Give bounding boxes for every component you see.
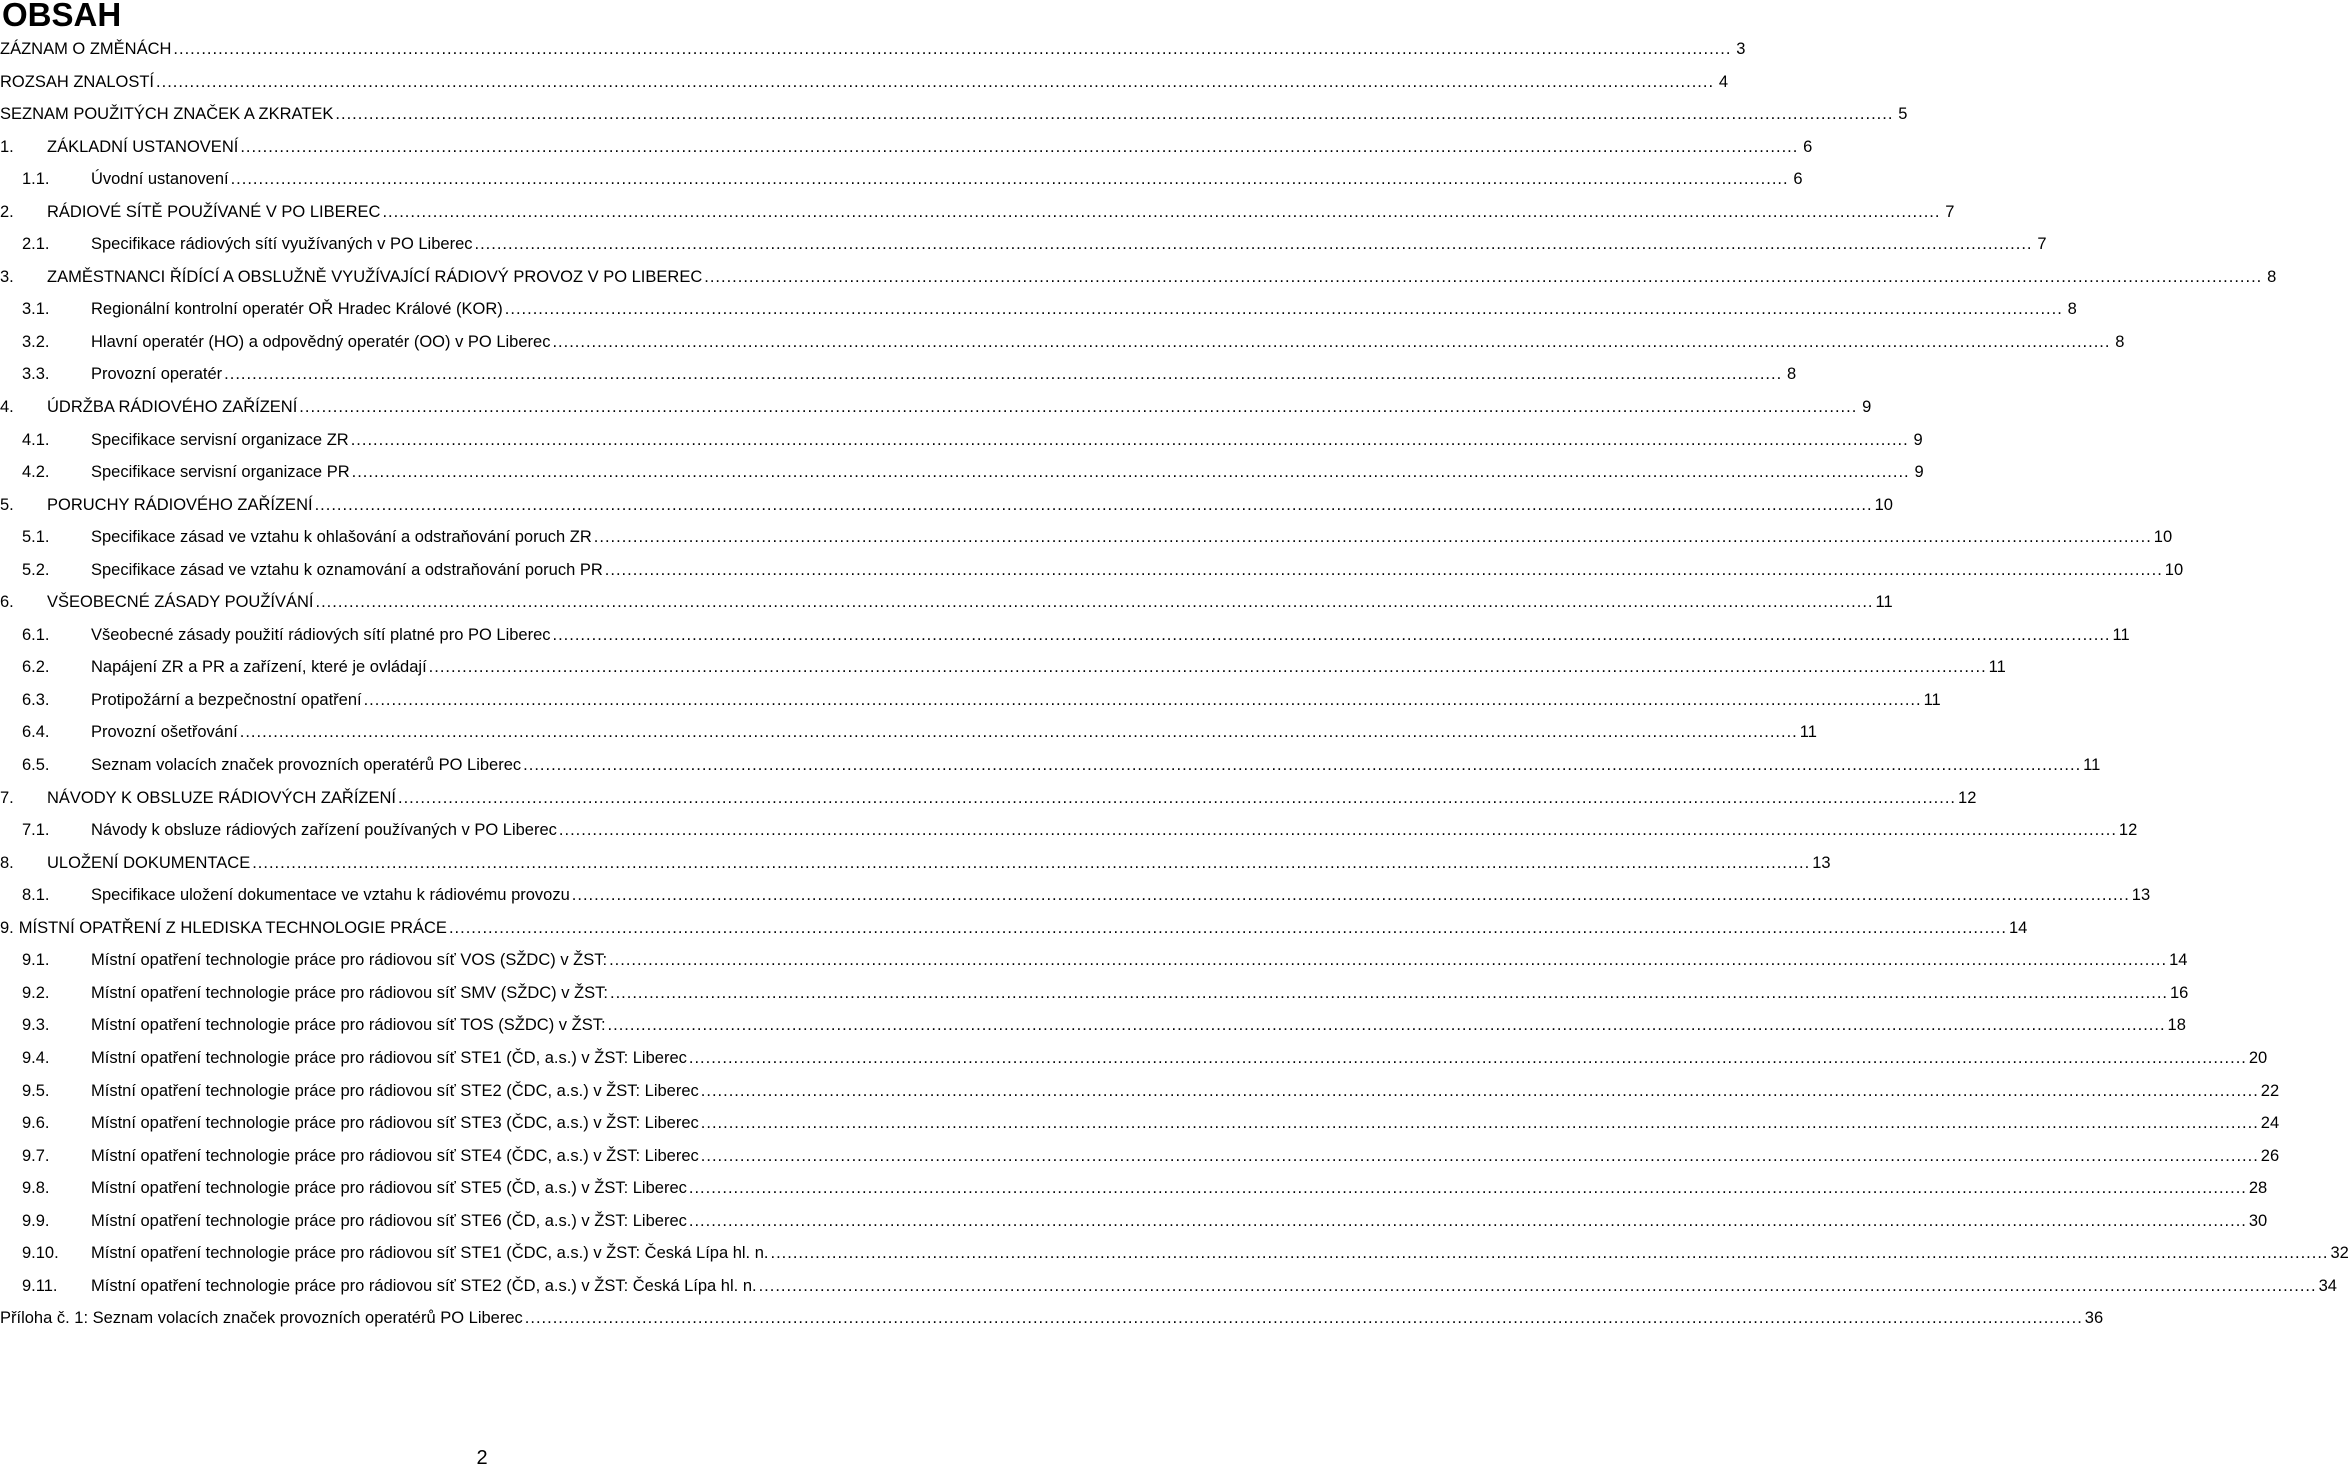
toc-entry-page: 28 [2248, 1179, 2268, 1198]
toc-entry-number: 9.6. [22, 1114, 50, 1133]
toc-entry-label: Regionální kontrolní operatér OŘ Hradec Králové (KOR) [91, 300, 503, 319]
toc-entry[interactable] [0, 33, 1746, 66]
toc-dot-leader [240, 716, 1798, 749]
toc-entry-label: Místní opatření technologie práce pro rádiovou síť STE5 (ČD, a.s.) v ŽST: Liberec [91, 1179, 687, 1198]
toc-entry-number: 8.1. [22, 886, 50, 905]
toc-entry-number: 6.1. [22, 625, 50, 644]
toc-dot-leader [704, 261, 2262, 294]
toc-entry-label: PORUCHY RÁDIOVÉHO ZAŘÍZENÍ [47, 495, 313, 514]
page-title: OBSAH [2, 0, 122, 33]
toc-entry[interactable] [0, 424, 1923, 457]
toc-dot-leader [224, 358, 1782, 391]
toc-entry-number: 1. [0, 137, 14, 156]
toc-entry-page: 9 [1862, 398, 1872, 417]
toc-entry-page: 11 [2083, 756, 2101, 775]
toc-entry-number: 5. [0, 495, 14, 514]
toc-dot-leader [364, 684, 1922, 717]
toc-entry-number: 5.1. [22, 528, 50, 547]
toc-entry[interactable] [0, 1042, 2268, 1075]
toc-entry[interactable] [0, 196, 1955, 229]
toc-entry-number: 9.1. [22, 951, 50, 970]
toc-entry-label: Příloha č. 1: Seznam volacích značek provozních operatérů PO Liberec [0, 1309, 523, 1328]
toc-entry-page: 9 [1913, 430, 1923, 449]
toc-entry-number: 9.11. [22, 1276, 58, 1295]
toc-entry[interactable] [0, 716, 1817, 749]
toc-entry-number: 2.1. [22, 235, 50, 254]
toc-entry-label: Provozní operatér [91, 365, 223, 384]
toc-dot-leader [701, 1075, 2259, 1108]
toc-entry-page: 7 [2037, 235, 2047, 254]
toc-entry-number: 2. [0, 202, 14, 221]
toc-entry-page: 18 [2167, 1016, 2186, 1035]
toc-entry-number: 9.2. [22, 983, 50, 1002]
toc-entry-number: 3.2. [22, 332, 50, 351]
toc-entry-page: 30 [2248, 1211, 2268, 1230]
toc-entry-label: Místní opatření technologie práce pro rádiovou síť STE4 (ČDC, a.s.) v ŽST: Liberec [91, 1146, 699, 1165]
toc-entry[interactable] [0, 1172, 2268, 1205]
toc-entry-label: Specifikace zásad ve vztahu k ohlašování a odstraňování poruch ZR [91, 528, 592, 547]
toc-entry-label: Specifikace rádiových sítí využívaných v PO Liberec [91, 235, 473, 254]
toc-entry-page: 11 [1875, 593, 1893, 612]
toc-entry-label: Úvodní ustanovení [91, 170, 229, 189]
toc-entry[interactable] [0, 1075, 2280, 1108]
toc-dot-leader [231, 163, 1789, 196]
toc-entry[interactable] [0, 586, 1893, 619]
toc-entry-label: ZÁKLADNÍ USTANOVENÍ [47, 137, 239, 156]
toc-entry[interactable] [0, 977, 2189, 1010]
toc-entry-number: 9.4. [22, 1048, 50, 1067]
toc-entry[interactable] [0, 749, 2101, 782]
toc-entry-label: Místní opatření technologie práce pro rádiovou síť TOS (SŽDC) v ŽST: [91, 1016, 606, 1035]
toc-entry-page: 22 [2260, 1081, 2280, 1100]
toc-dot-leader [608, 1009, 2166, 1042]
toc-entry-page: 10 [1874, 495, 1893, 514]
toc-entry-number: 9.10. [22, 1244, 59, 1263]
toc-entry-page: 12 [2118, 821, 2138, 840]
toc-entry-label: VŠEOBECNÉ ZÁSADY POUŽÍVÁNÍ [47, 593, 314, 612]
toc-entry-label: ZAMĚSTNANCI ŘÍDÍCÍ A OBSLUŽNĚ VYUŽÍVAJÍCÍ RÁDIOVÝ PROVOZ V PO LIBEREC [47, 267, 703, 286]
toc-entry-label: Specifikace uložení dokumentace ve vztahu k rádiovému provozu [91, 886, 570, 905]
toc-dot-leader [173, 33, 1731, 66]
toc-dot-leader [352, 456, 1910, 489]
toc-dot-leader [605, 554, 2163, 587]
toc-entry-page: 34 [2318, 1276, 2337, 1295]
toc-entry-page: 5 [1898, 105, 1908, 124]
toc-entry[interactable] [0, 1205, 2268, 1238]
toc-entry-label: Protipožární a bezpečnostní opatření [91, 690, 362, 709]
toc-entry[interactable] [0, 98, 1908, 131]
toc-entry-label: Místní opatření technologie práce pro rádiovou síť STE2 (ČDC, a.s.) v ŽST: Liberec [91, 1081, 699, 1100]
toc-dot-leader [572, 879, 2130, 912]
toc-dot-leader [240, 131, 1798, 164]
toc-entry-page: 26 [2260, 1146, 2280, 1165]
toc-entry-number: 8. [0, 853, 14, 872]
toc-dot-leader [382, 196, 1940, 229]
toc-entry-number: 9.3. [22, 1016, 50, 1035]
toc-dot-leader [335, 98, 1893, 131]
toc-entry[interactable] [0, 163, 1803, 196]
toc-entry-page: 32 [2330, 1244, 2349, 1263]
toc-entry-label: Místní opatření technologie práce pro rádiovou síť STE1 (ČDC, a.s.) v ŽST: Česká Lípa hl. n. [91, 1244, 769, 1263]
toc-dot-leader [505, 293, 2063, 326]
toc-entry[interactable] [0, 131, 1813, 164]
toc-dot-leader [525, 1302, 2083, 1335]
toc-entry-label: ULOŽENÍ DOKUMENTACE [47, 853, 251, 872]
toc-entry[interactable] [0, 66, 1729, 99]
toc-dot-leader [429, 651, 1987, 684]
page-number: 2 [476, 1447, 488, 1469]
toc-entry-label: ÚDRŽBA RÁDIOVÉHO ZAŘÍZENÍ [47, 398, 298, 417]
toc-entry-page: 14 [2008, 918, 2028, 937]
toc-entry-number: 3.1. [22, 300, 50, 319]
toc-dot-leader [552, 326, 2110, 359]
toc-entry-label: Specifikace servisní organizace ZR [91, 430, 349, 449]
toc-entry-number: 7.1. [22, 821, 50, 840]
toc-entry-label: Hlavní operatér (HO) a odpovědný operatér (OO) v PO Liberec [91, 332, 551, 351]
toc-entry-page: 36 [2084, 1309, 2104, 1328]
toc-entry[interactable] [0, 944, 2188, 977]
toc-entry-page: 11 [1988, 658, 2006, 677]
toc-entry-label: Místní opatření technologie práce pro rádiovou síť STE1 (ČD, a.s.) v ŽST: Liberec [91, 1048, 687, 1067]
toc-entry[interactable] [0, 651, 2006, 684]
toc-entry-label: Místní opatření technologie práce pro rádiovou síť SMV (SŽDC) v ŽST: [91, 983, 608, 1002]
toc-entry[interactable] [0, 1270, 2337, 1303]
toc-entry[interactable] [0, 326, 2125, 359]
toc-entry-number: 7. [0, 788, 14, 807]
toc-entry-label: NÁVODY K OBSLUZE RÁDIOVÝCH ZAŘÍZENÍ [47, 788, 397, 807]
toc-entry-page: 9 [1914, 463, 1924, 482]
toc-entry-page: 11 [1923, 690, 1941, 709]
toc-entry-page: 8 [2115, 332, 2125, 351]
toc-entry-label: Návody k obsluze rádiových zařízení používaných v PO Liberec [91, 821, 557, 840]
toc-entry-number: 4.2. [22, 463, 50, 482]
toc-entry-number: 1.1. [22, 170, 50, 189]
toc-entry-page: 16 [2169, 983, 2189, 1002]
toc-entry-page: 10 [2153, 528, 2173, 547]
toc-entry-page: 8 [1786, 365, 1797, 384]
toc-dot-leader [299, 391, 1857, 424]
toc-entry-page: 8 [2267, 267, 2277, 286]
toc-dot-leader [449, 912, 2007, 945]
toc-entry-number: 9.7. [22, 1146, 50, 1165]
toc-entry-number: 4. [0, 398, 14, 417]
toc-dot-leader [553, 619, 2111, 652]
toc-entry[interactable] [0, 782, 1977, 815]
toc-dot-leader [523, 749, 2081, 782]
toc-dot-leader [559, 814, 2117, 847]
toc-entry-page: 24 [2260, 1114, 2280, 1133]
toc-entry[interactable] [0, 554, 2184, 587]
toc-entry-label: Všeobecné zásady použití rádiových sítí platné pro PO Liberec [91, 625, 551, 644]
toc-entry-label: Místní opatření technologie práce pro rádiovou síť STE2 (ČD, a.s.) v ŽST: Česká Lípa hl. n. [91, 1276, 757, 1295]
toc-entry-label: Provozní ošetřování [91, 723, 238, 742]
toc-entry-page: 20 [2248, 1048, 2268, 1067]
toc-entry-label: RÁDIOVÉ SÍTĚ POUŽÍVANÉ V PO LIBEREC [47, 202, 381, 221]
toc-dot-leader [701, 1140, 2259, 1173]
toc-dot-leader [610, 977, 2168, 1010]
table-of-contents [0, 33, 2349, 1335]
toc-entry-number: 3.3. [22, 365, 50, 384]
toc-entry-number: 9.9. [22, 1211, 50, 1230]
toc-entry-number: 4.1. [22, 430, 50, 449]
toc-entry-page: 13 [1812, 853, 1831, 872]
toc-entry[interactable] [0, 228, 2047, 261]
toc-entry-label: ZÁZNAM O ZMĚNÁCH [0, 40, 172, 58]
toc-entry-page: 11 [2112, 625, 2130, 644]
toc-entry-page: 11 [1799, 723, 1817, 742]
toc-entry-page: 6 [1803, 137, 1813, 156]
toc-entry-page: 14 [2169, 951, 2188, 970]
toc-entry-page: 7 [1945, 202, 1955, 221]
toc-entry-label: Napájení ZR a PR a zařízení, které je ovládají [91, 658, 427, 677]
toc-entry[interactable] [0, 847, 1831, 880]
toc-entry-number: 6.4. [22, 723, 50, 742]
toc-entry-label: SEZNAM POUŽITÝCH ZNAČEK A ZKRATEK [0, 105, 334, 124]
toc-dot-leader [609, 944, 2167, 977]
toc-entry[interactable] [0, 1140, 2280, 1173]
toc-dot-leader [689, 1042, 2247, 1075]
toc-dot-leader [252, 847, 1810, 880]
toc-dot-leader [689, 1172, 2247, 1205]
toc-dot-leader [351, 424, 1909, 457]
toc-entry-label: ROZSAH ZNALOSTÍ [0, 72, 155, 91]
toc-dot-leader [771, 1237, 2329, 1270]
toc-entry-page: 6 [1793, 170, 1803, 189]
toc-entry[interactable] [0, 391, 1872, 424]
toc-entry[interactable] [0, 1107, 2280, 1140]
toc-entry-label: MÍSTNÍ OPATŘENÍ Z HLEDISKA TECHNOLOGIE PRÁCE [18, 918, 447, 937]
toc-entry-number: 9.5. [22, 1081, 50, 1100]
toc-entry[interactable] [0, 1237, 2349, 1270]
toc-entry[interactable] [0, 1302, 2104, 1335]
toc-entry-page: 12 [1958, 788, 1977, 807]
toc-entry-number: 9.8. [22, 1179, 50, 1198]
toc-dot-leader [701, 1107, 2259, 1140]
toc-entry-page: 10 [2164, 560, 2184, 579]
toc-entry[interactable] [0, 261, 2277, 294]
toc-entry[interactable] [0, 521, 2173, 554]
toc-entry-number: 9. [0, 918, 14, 937]
toc-dot-leader [594, 521, 2152, 554]
toc-entry-label: Místní opatření technologie práce pro rádiovou síť STE3 (ČDC, a.s.) v ŽST: Liberec [91, 1114, 699, 1133]
toc-dot-leader [689, 1205, 2247, 1238]
toc-entry-label: Seznam volacích značek provozních operatérů PO Liberec [91, 756, 522, 775]
toc-entry[interactable] [0, 1009, 2186, 1042]
toc-entry[interactable] [0, 456, 1924, 489]
toc-entry[interactable] [0, 489, 1893, 522]
toc-entry-page: 3 [1736, 40, 1746, 58]
toc-entry[interactable] [0, 293, 2077, 326]
toc-entry[interactable] [0, 879, 2151, 912]
toc-entry[interactable] [0, 912, 2028, 945]
toc-entry-page: 8 [2067, 300, 2077, 319]
toc-entry-page: 13 [2131, 886, 2151, 905]
toc-entry[interactable] [0, 684, 1941, 717]
toc-entry[interactable] [0, 358, 1797, 391]
toc-entry-number: 3. [0, 267, 14, 286]
toc-entry-label: Místní opatření technologie práce pro rádiovou síť STE6 (ČD, a.s.) v ŽST: Liberec [91, 1211, 687, 1230]
toc-entry-label: Místní opatření technologie práce pro rádiovou síť VOS (SŽDC) v ŽST: [91, 951, 608, 970]
toc-entry-number: 6.2. [22, 658, 50, 677]
toc-entry-number: 6. [0, 593, 14, 612]
toc-entry[interactable] [0, 619, 2130, 652]
toc-entry-number: 6.3. [22, 690, 50, 709]
toc-dot-leader [315, 489, 1873, 522]
toc-dot-leader [475, 228, 2033, 261]
toc-entry-number: 5.2. [22, 560, 50, 579]
toc-dot-leader [759, 1270, 2317, 1303]
toc-entry[interactable] [0, 814, 2138, 847]
toc-dot-leader [316, 586, 1874, 619]
toc-dot-leader [156, 66, 1714, 99]
toc-entry-page: 4 [1718, 72, 1729, 91]
toc-entry-label: Specifikace servisní organizace PR [91, 463, 350, 482]
toc-entry-number: 6.5. [22, 756, 50, 775]
toc-dot-leader [398, 782, 1956, 815]
toc-entry-label: Specifikace zásad ve vztahu k oznamování a odstraňování poruch PR [91, 560, 603, 579]
